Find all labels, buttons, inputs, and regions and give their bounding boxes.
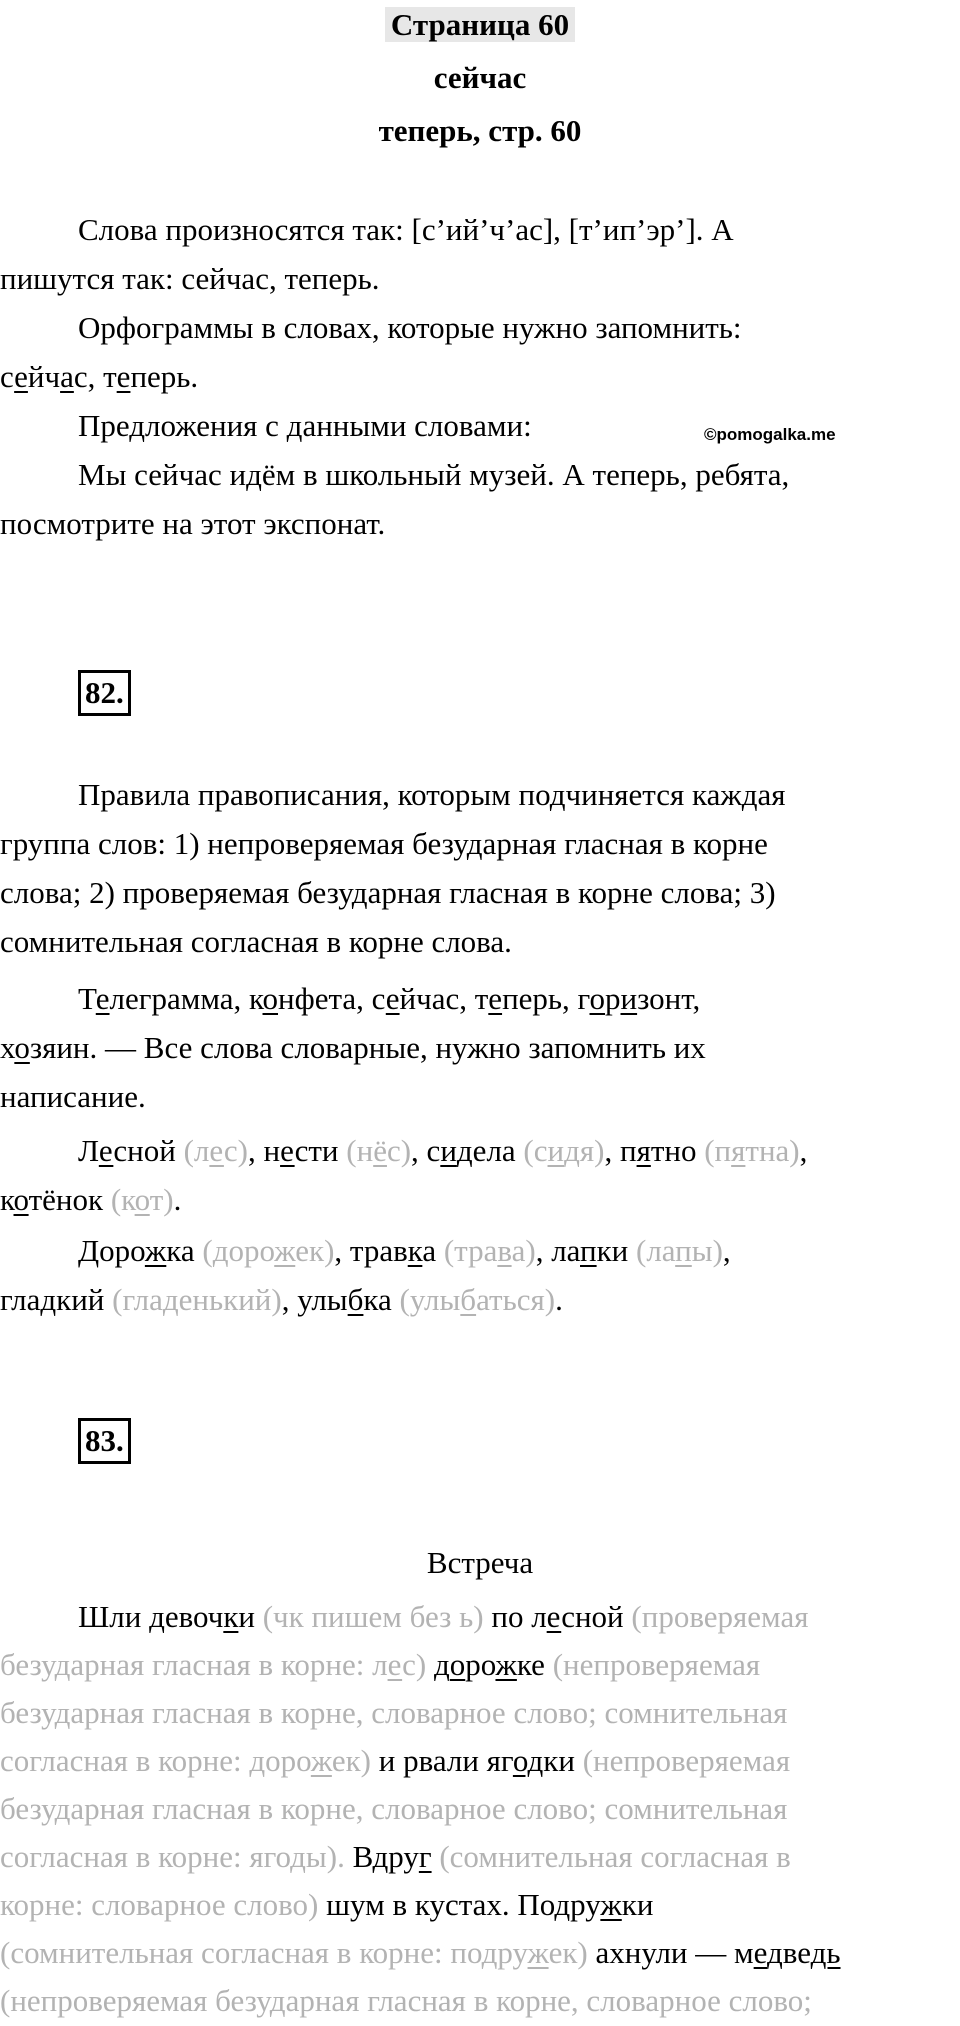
ex82-group-3-cont: гладкий (гладенький), улыбка (улыбаться). — [0, 1282, 563, 1317]
intro-paragraph-3: Предложения с данными словами: — [78, 408, 532, 443]
ex82-rule-line-3: слова; 2) проверяемая безударная гласная в корне слова; 3) — [0, 875, 776, 910]
ex83-line-1: Шли девочки (чк пишем без ь) по лесной (проверяемая — [78, 1599, 809, 1634]
ex83-line-6: согласная в корне: ягоды). Вдруг (сомнительная согласная в — [0, 1839, 791, 1874]
words-page-heading: теперь, стр. 60 — [378, 113, 582, 148]
intro-paragraph-2: Орфограммы в словах, которые нужно запомнить: — [78, 310, 742, 345]
watermark: ©pomogalka.me — [704, 425, 836, 444]
ex83-title: Встреча — [426, 1545, 534, 1580]
ex82-group-1: Телеграмма, конфета, сейчас, теперь, горизонт, — [78, 981, 701, 1016]
ex83-line-8: (сомнительная согласная в корне: подружек) ахнули — медведь — [0, 1935, 841, 1970]
ex83-line-2: безударная гласная в корне: лес) дорожке (непроверяемая — [0, 1647, 761, 1682]
page-heading: Страница 60 — [0, 2, 960, 47]
ex82-group-2: Лесной (лес), нести (нёс), сидела (сидя), пятно (пятна), — [78, 1133, 808, 1168]
intro-paragraph-2-words: сейчас, теперь. — [0, 359, 199, 394]
exercise-number-82: 82. — [78, 670, 131, 716]
ex83-line-7: корне: словарное слово) шум в кустах. Подружки — [0, 1887, 654, 1922]
ex83-line-3: безударная гласная в корне, словарное слово; сомнительная — [0, 1695, 788, 1730]
ex82-group-2-cont: котёнок (кот). — [0, 1182, 182, 1217]
intro-paragraph-1: Слова произносятся так: [с’ий’ч’ас], [т’ип’эр’]. А — [78, 212, 734, 247]
ex82-rule-line-1: Правила правописания, которым подчиняется каждая — [78, 777, 786, 812]
ex82-rule-line-2: группа слов: 1) непроверяемая безударная гласная в корне — [0, 826, 768, 861]
ex83-line-9: (непроверяемая безударная гласная в корне, словарное слово; — [0, 1983, 812, 2018]
ex82-rule-line-4: сомнительная согласная в корне слова. — [0, 924, 512, 959]
ex83-line-5: безударная гласная в корне, словарное слово; сомнительная — [0, 1791, 788, 1826]
word-heading: сейчас — [433, 60, 527, 95]
intro-paragraph-1-cont: пишутся так: сейчас, теперь. — [0, 261, 380, 296]
ex83-line-4: согласная в корне: дорожек) и рвали ягодки (непроверяемая — [0, 1743, 791, 1778]
intro-paragraph-4-cont: посмотрите на этот экспонат. — [0, 506, 386, 541]
ex82-group-3: Дорожка (дорожек), травка (трава), лапки (лапы), — [78, 1233, 731, 1268]
intro-paragraph-4: Мы сейчас идём в школьный музей. А теперь, ребята, — [78, 457, 790, 492]
ex82-group-1-cont-2: написание. — [0, 1079, 146, 1114]
ex82-group-1-cont: хозяин. — Все слова словарные, нужно запомнить их — [0, 1030, 706, 1065]
exercise-number-83: 83. — [78, 1418, 131, 1464]
